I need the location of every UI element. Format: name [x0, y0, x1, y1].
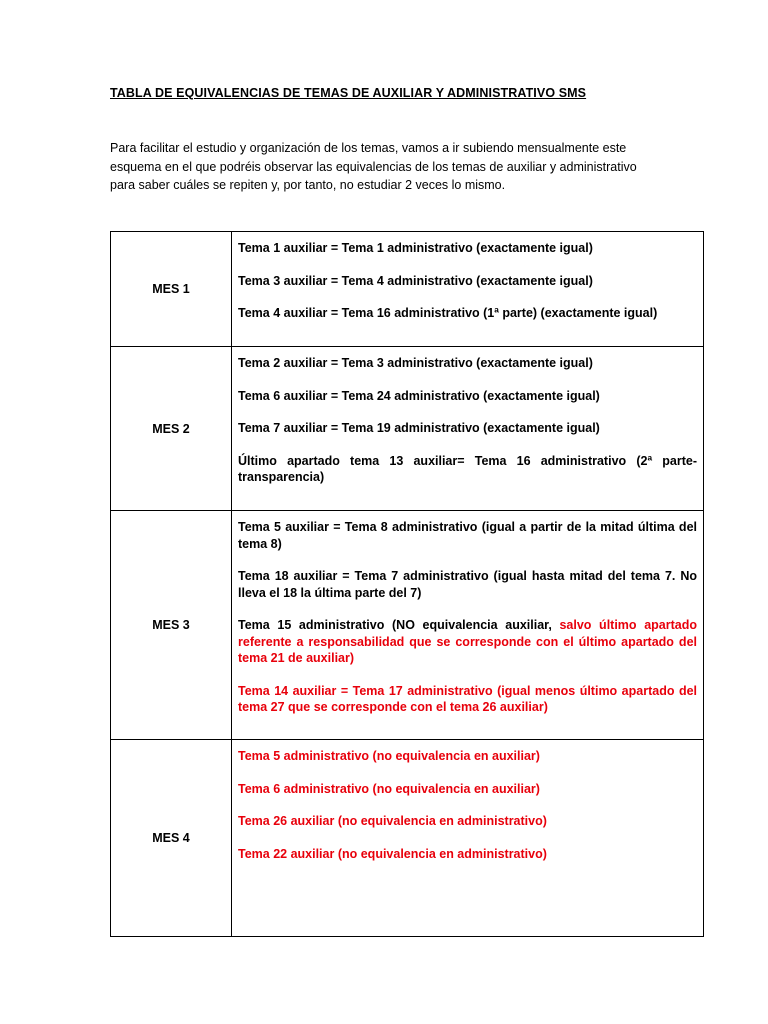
- month-label: MES 2: [111, 347, 232, 511]
- equivalence-item: [238, 273, 697, 290]
- item-text: Tema 7 auxiliar = Tema 19 administrativo (exactamente igual): [238, 421, 600, 435]
- equivalence-item: [238, 420, 697, 437]
- equivalence-list: [232, 511, 704, 740]
- highlighted-text: Tema 14 auxiliar = Tema 17 administrativo (igual menos último apartado del tema 27 que se corresponde con el tema 26 auxiliar): [238, 683, 697, 714]
- highlighted-text: salvo último apartado referente a responsabilidad que se corresponde con el último apartado del tema 21 de auxiliar): [238, 618, 697, 665]
- table-row: [111, 740, 704, 937]
- item-text: Tema 4 auxiliar = Tema 16 administrativo (1ª parte) (exactamente igual): [238, 306, 658, 320]
- item-text: Tema 18 auxiliar = Tema 7 administrativo (igual hasta mitad del tema 7. No lleva el 18 la última parte del 7): [238, 569, 697, 600]
- equivalence-item: [238, 617, 697, 667]
- equivalence-item: [238, 305, 697, 322]
- item-text: Tema 3 auxiliar = Tema 4 administrativo (exactamente igual): [238, 273, 593, 288]
- equivalence-list: [232, 232, 704, 347]
- table-row: [111, 347, 704, 511]
- intro-line: para saber cuáles se repiten y, por tanto, no estudiar 2 veces lo mismo.: [110, 178, 506, 192]
- month-label: MES 4: [111, 740, 232, 937]
- equivalence-item: [238, 683, 697, 716]
- intro-line: esquema en el que podréis observar las equivalencias de los temas de auxiliar y administrativo: [110, 159, 637, 174]
- highlighted-text: Tema 22 auxiliar (no equivalencia en administrativo): [238, 846, 547, 861]
- equivalence-item: [238, 781, 697, 798]
- equivalence-item: [238, 813, 697, 830]
- table-row: [111, 232, 704, 347]
- equivalence-item: [238, 388, 697, 405]
- highlighted-text: Tema 26 auxiliar (no equivalencia en administrativo): [238, 814, 547, 828]
- intro-line: Para facilitar el estudio y organización de los temas, vamos a ir subiendo mensualmente este: [110, 141, 627, 155]
- equivalence-item: [238, 519, 697, 552]
- item-text: Tema 1 auxiliar = Tema 1 administrativo (exactamente igual): [238, 241, 593, 255]
- item-text: Tema 5 auxiliar = Tema 8 administrativo (igual a partir de la mitad última del tema 8): [238, 520, 697, 551]
- equivalence-item: [238, 240, 697, 257]
- equivalence-table: [110, 231, 704, 937]
- item-text: Tema 6 auxiliar = Tema 24 administrativo (exactamente igual): [238, 388, 600, 403]
- equivalence-list: [232, 347, 704, 511]
- document-title: TABLA DE EQUIVALENCIAS DE TEMAS DE AUXILIAR Y ADMINISTRATIVO SMS: [110, 86, 587, 100]
- intro-paragraph: [110, 139, 670, 195]
- item-text: Tema 2 auxiliar = Tema 3 administrativo (exactamente igual): [238, 356, 593, 370]
- equivalence-list: [232, 740, 704, 937]
- equivalence-item: [238, 568, 697, 601]
- highlighted-text: Tema 5 administrativo (no equivalencia en auxiliar): [238, 749, 540, 763]
- month-label: MES 3: [111, 511, 232, 740]
- equivalence-item: [238, 355, 697, 372]
- item-text: Último apartado tema 13 auxiliar= Tema 16 administrativo (2ª parte-transparencia): [238, 453, 697, 484]
- equivalence-item: [238, 748, 697, 765]
- highlighted-text: Tema 6 administrativo (no equivalencia en auxiliar): [238, 781, 540, 796]
- equivalence-item: [238, 453, 697, 486]
- equivalence-item: [238, 846, 697, 863]
- month-label: MES 1: [111, 232, 232, 347]
- table-row: [111, 511, 704, 740]
- item-text: Tema 15 administrativo (NO equivalencia auxiliar,: [238, 618, 560, 632]
